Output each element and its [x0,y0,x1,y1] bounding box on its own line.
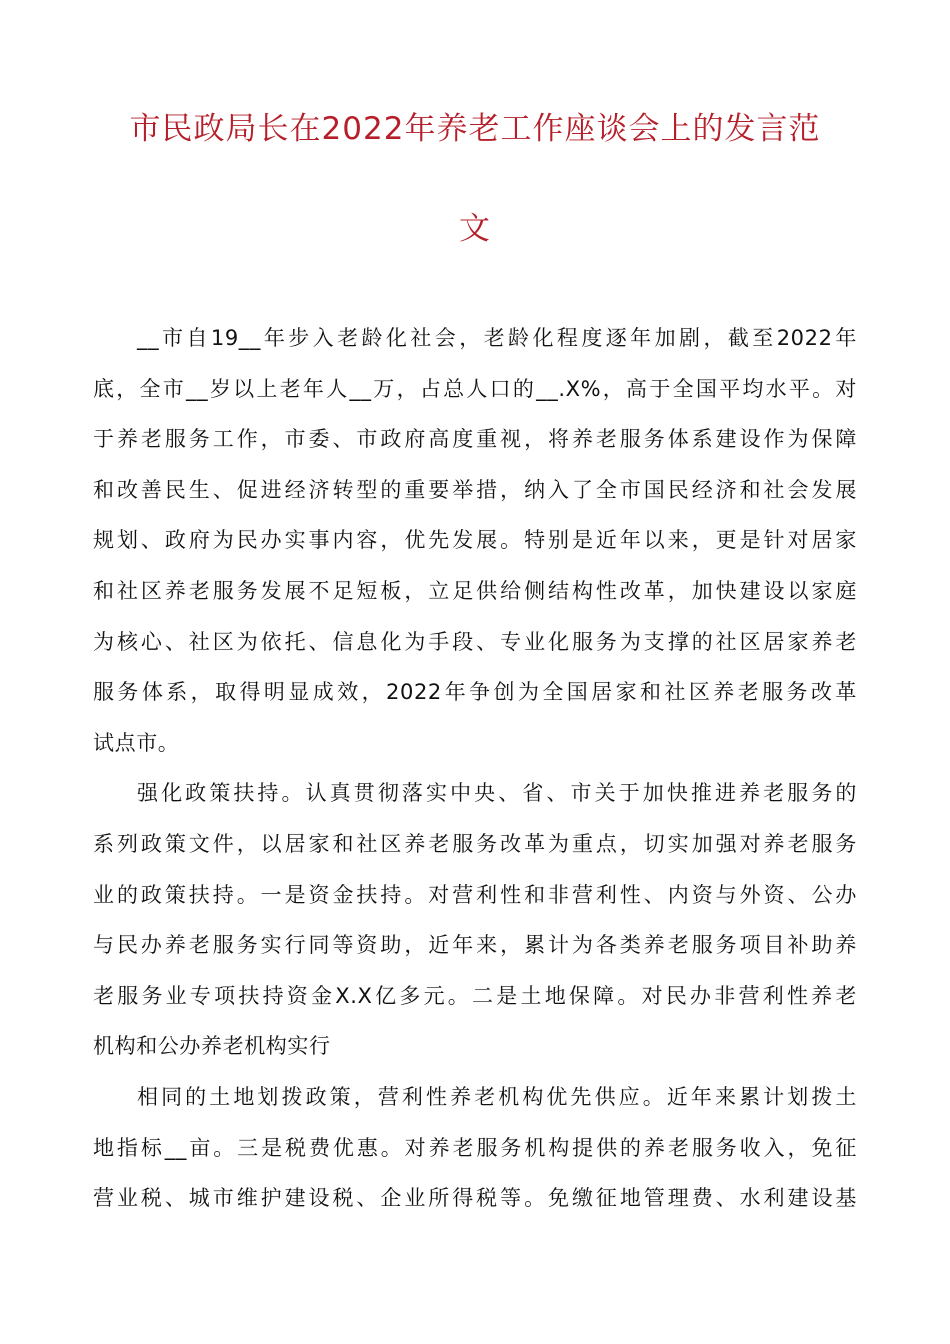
body-line: 与民办养老服务实行同等资助，近年来，累计为各类养老服务项目补助养 [93,933,857,958]
body-line: 系列政策文件，以居家和社区养老服务改革为重点，切实加强对养老服务 [93,831,857,856]
body-line: 底，全市__岁以上老年人__万，占总人口的__.X%，高于全国平均水平。对 [93,376,857,401]
body-line: 业的政策扶持。一是资金扶持。对营利性和非营利性、内资与外资、公办 [93,882,857,907]
document-body [93,313,857,1224]
body-line: 机构和公办养老机构实行 [93,1034,331,1059]
body-line: 和改善民生、促进经济转型的重要举措，纳入了全市国民经济和社会发展 [93,477,857,502]
document-title-line-1: 市民政局长在2022年养老工作座谈会上的发言范 [129,111,821,147]
body-line: 相同的土地划拨政策，营利性养老机构优先供应。近年来累计划拨土 [137,1084,857,1109]
body-line: 试点市。 [93,730,180,755]
document-title-line-2: 文 [459,211,491,247]
body-line: 和社区养老服务发展不足短板，立足供给侧结构性改革，加快建设以家庭 [93,578,857,603]
body-line: 服务体系，取得明显成效，2022年争创为全国居家和社区养老服务改革 [93,680,857,705]
body-line: __市自19__年步入老龄化社会，老龄化程度逐年加剧，截至2022年 [137,326,857,350]
body-line: 规划、政府为民办实事内容，优先发展。特别是近年以来，更是针对居家 [93,528,857,553]
body-line: 地指标__亩。三是税费优惠。对养老服务机构提供的养老服务收入，免征 [93,1135,857,1160]
body-line: 强化政策扶持。认真贯彻落实中央、省、市关于加快推进养老服务的 [137,781,857,806]
body-line: 于养老服务工作，市委、市政府高度重视，将养老服务体系建设作为保障 [93,427,857,452]
body-line: 老服务业专项扶持资金X.X亿多元。二是土地保障。对民办非营利性养老 [93,983,857,1008]
body-line: 为核心、社区为依托、信息化为手段、专业化服务为支撑的社区居家养老 [93,629,857,654]
body-line: 营业税、城市维护建设税、企业所得税等。免缴征地管理费、水利建设基 [93,1186,857,1211]
